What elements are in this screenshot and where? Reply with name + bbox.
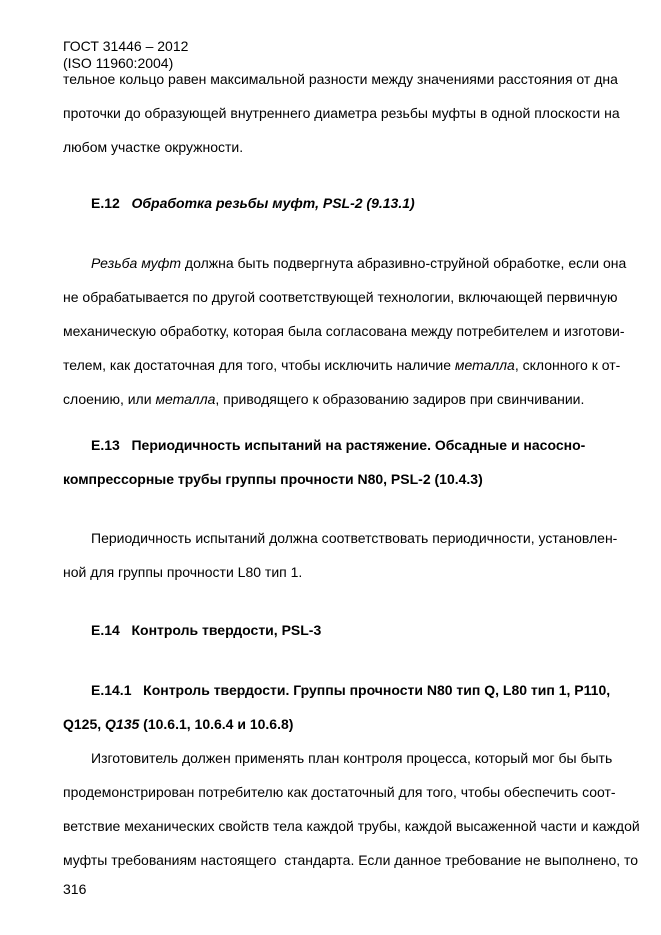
text-run: ветствие механических свойств тела каждой трубы, каждой высаженной части и каждой bbox=[63, 818, 640, 834]
text-run: проточки до образующей внутреннего диаметра резьбы муфты в одной плоскости на bbox=[63, 105, 620, 121]
text-run: компрессорные трубы группы прочности N80, PSL-2 (10.4.3) bbox=[63, 471, 483, 487]
text-run: Периодичность испытаний должна соответствовать периодичности, установлен- bbox=[91, 530, 618, 546]
section-heading bbox=[63, 186, 598, 220]
text-line bbox=[63, 96, 620, 130]
text-run: , склонного к от- bbox=[514, 357, 621, 373]
text-line bbox=[63, 707, 598, 741]
text-run: металла bbox=[155, 391, 216, 407]
iso-reference: (ISO 11960:2004) bbox=[63, 55, 174, 71]
text-line bbox=[63, 246, 627, 280]
text-run: механическую обработку, которая была согласована между потребителем и изготови- bbox=[63, 323, 625, 339]
text-line bbox=[63, 809, 640, 843]
paragraph bbox=[63, 246, 627, 416]
text-run: тельное кольцо равен максимальной разности между значениями расстояния от дна bbox=[63, 71, 618, 87]
text-run: муфты требованиям настоящего стандарта. Если данное требование не выполнено, то bbox=[63, 852, 639, 868]
text-run: Е.12 bbox=[91, 195, 132, 211]
text-run: Е.14.1 Контроль твердости. Группы прочности N80 тип Q, L80 тип 1, P110, bbox=[91, 682, 611, 698]
text-run: любом участке окружности. bbox=[63, 139, 244, 155]
page-number: 316 bbox=[63, 881, 87, 897]
document-body bbox=[63, 62, 640, 877]
text-line bbox=[63, 843, 639, 877]
text-run: металла bbox=[454, 357, 515, 373]
text-line bbox=[63, 62, 618, 96]
text-run: Резьба муфт bbox=[91, 255, 182, 271]
text-line bbox=[63, 462, 598, 496]
text-line bbox=[63, 521, 618, 555]
text-line bbox=[63, 673, 611, 707]
text-run: слоению, или bbox=[63, 391, 156, 407]
text-line bbox=[63, 775, 616, 809]
text-run: Изготовитель должен применять план контроля процесса, который мог бы быть bbox=[91, 750, 613, 766]
text-line bbox=[63, 130, 598, 164]
section-heading bbox=[63, 428, 598, 496]
text-line bbox=[63, 613, 598, 647]
section-heading bbox=[63, 613, 598, 647]
text-run: не обрабатывается по другой соответствующей технологии, включающей первичную bbox=[63, 289, 618, 305]
paragraph bbox=[63, 521, 618, 589]
text-line bbox=[63, 186, 598, 220]
text-line bbox=[63, 280, 618, 314]
text-run: ной для группы прочности L80 тип 1. bbox=[63, 564, 303, 580]
text-run: Е.13 Периодичность испытаний на растяжение. Обсадные и насосно- bbox=[91, 437, 586, 453]
text-line bbox=[63, 741, 613, 775]
paragraph bbox=[63, 741, 640, 877]
paragraph bbox=[63, 62, 620, 164]
text-run: Обработка резьбы муфт, PSL-2 (9.13.1) bbox=[131, 195, 415, 211]
text-line bbox=[63, 348, 621, 382]
text-run: Q125, bbox=[63, 716, 106, 732]
text-line bbox=[63, 382, 598, 416]
text-run: Q135 bbox=[105, 716, 140, 732]
text-run: должна быть подвергнута абразивно-струйной обработке, если она bbox=[181, 255, 627, 271]
text-run: продемонстрирован потребителю как достаточный для того, чтобы обеспечить соот- bbox=[63, 784, 616, 800]
standard-number: ГОСТ 31446 – 2012 bbox=[63, 38, 189, 54]
section-heading bbox=[63, 673, 611, 741]
text-run: , приводящего к образованию задиров при свинчивании. bbox=[215, 391, 585, 407]
text-line bbox=[63, 555, 598, 589]
text-line bbox=[63, 428, 598, 462]
text-run: (10.6.1, 10.6.4 и 10.6.8) bbox=[139, 716, 294, 732]
text-run: телем, как достаточная для того, чтобы исключить наличие bbox=[63, 357, 455, 373]
text-run: Е.14 Контроль твердости, PSL-3 bbox=[91, 622, 322, 638]
text-line bbox=[63, 314, 625, 348]
